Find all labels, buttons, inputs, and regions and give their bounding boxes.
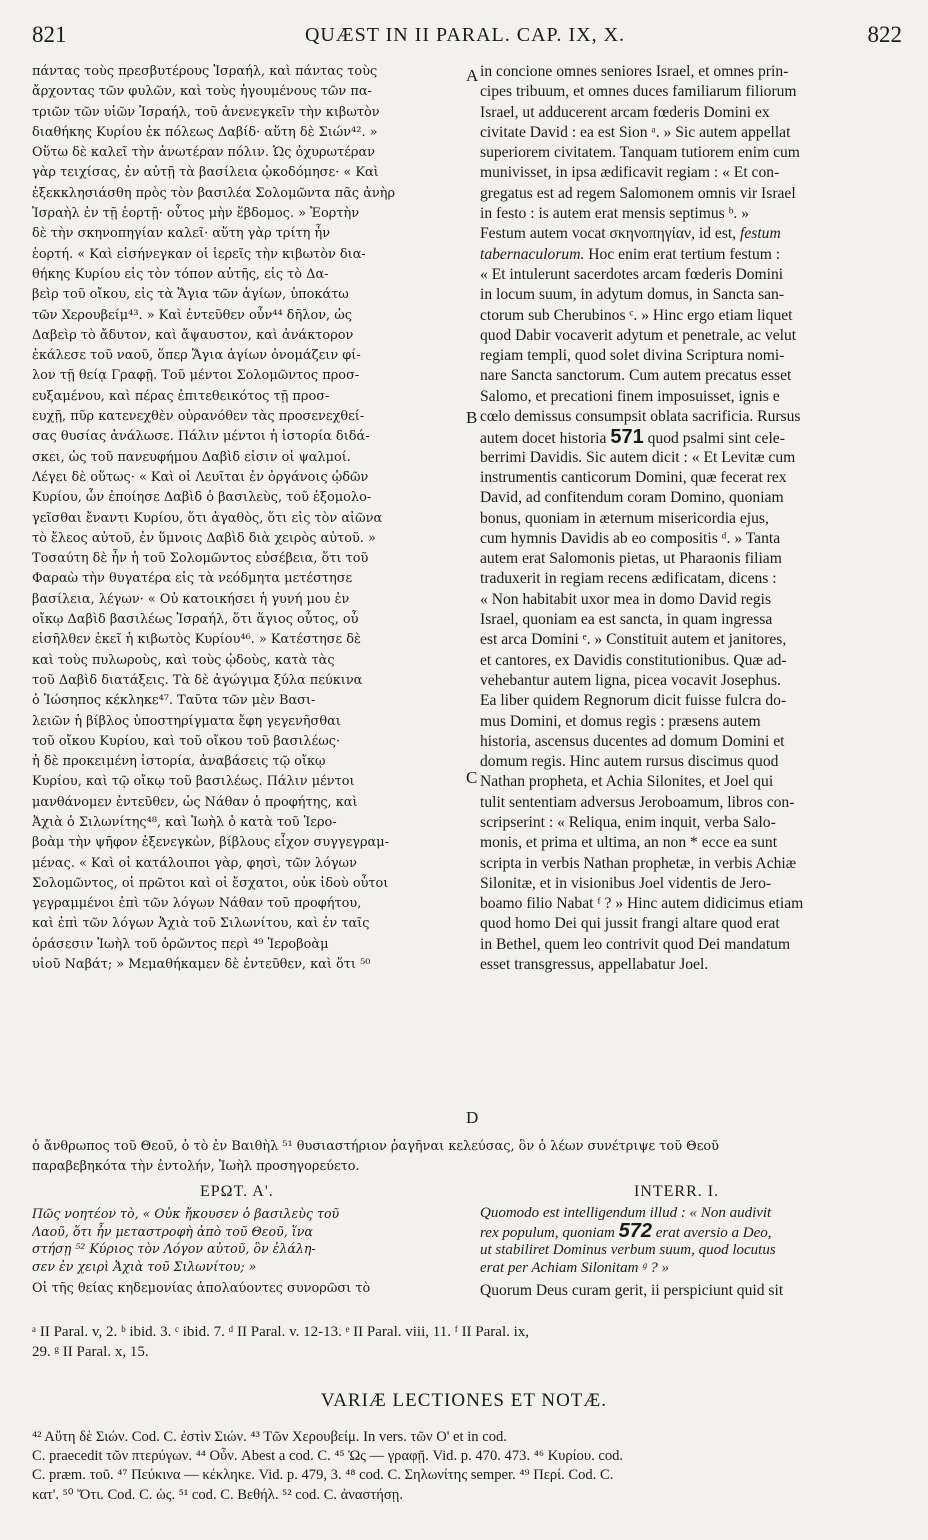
latin-text-line: est arca Domini ᵉ. » Constituit autem et janitores, [480,631,787,649]
question-line: Πῶς νοητέον τὸ, « Οὐκ ἤκουσεν ὁ βασιλεὺς τοῦ [32,1206,340,1221]
greek-full-line: ὁ ἄνθρωπος τοῦ Θεοῦ, ὁ τὸ ἐν Βαιθὴλ ⁵¹ θυσιαστήριον ῥαγῆναι κελεύσας, ὃν ὁ λέων συνέτριψε τοῦ Θεοῦ [32,1139,719,1154]
greek-question [32,1205,464,1299]
question-line: rex populum, quoniam 572 erat aversio a Deo, [480,1219,772,1242]
question-line: Λαοῦ, ὅτι ἦν μεταστροφὴ ἀπὸ τοῦ Θεοῦ, ἵνα [32,1223,313,1239]
latin-text-line: mus Domini, et domus regis : præsens autem [480,712,761,730]
page-header [28,22,902,56]
greek-text-line: Κυρίου, καὶ τῷ οἴκῳ τοῦ βασιλέως. Πάλιν μέντοι [32,774,355,790]
greek-continuation [32,1137,902,1178]
page-number-left: 821 [32,22,67,47]
latin-text-line: scripta in verbis Nathan prophetæ, in verbis Achiæ [480,854,797,872]
latin-text-line: tabernaculorum. Hoc enim erat tertium festum : [480,245,781,263]
latin-column [480,62,900,975]
variae-heading: VARIÆ LECTIONES ET NOTÆ. [320,1390,608,1411]
greek-text-line: μανθάνομεν ἐντεῦθεν, ὡς Νάθαν ὁ προφήτης, καὶ [32,794,358,810]
greek-text-line: ἐκάλεσε τοῦ ναοῦ, ὅπερ Ἅγια ἁγίων ὀνομάζειν φί- [32,348,361,364]
latin-text-line: historia, ascensus ducentes ad domum Domini et [480,732,785,750]
latin-text-line: Nathan propheta, et Achia Silonites, et Joel qui [480,773,774,791]
latin-text-line: in locum suum, in adytum domus, in Sancta san- [480,286,785,304]
greek-text-line: ἑορτή. « Καὶ εἰσήνεγκαν οἱ ἱερεῖς τὴν κιβωτὸν δια- [32,246,366,262]
latin-text-line: instrumentis canticorum Domini, quæ fecerat rex [480,468,787,486]
latin-text-line: gregatus est ad regem Salomonem omnis vir Israel [480,184,796,202]
latin-text-line: quod Dabir vocaverit adytum et penetrale, ac velut [480,326,797,344]
latin-text-line: boamo filio Nabat ᶠ ? » Hinc autem didicimus etiam [480,895,804,913]
greek-text-line: τοῦ Δαβὶδ διατάξεις. Τὰ δὲ ἀγώγιμα ξύλα πεύκινα [32,672,363,688]
latin-text-line: « Non habitabit uxor mea in domo David regis [480,590,772,608]
variant-line: ⁴² Αὕτη δὲ Σιών. Cod. C. ἐστὶν Σιών. ⁴³ Τῶν Χερουβείμ. In vers. τῶν Ο' et in cod. [32,1429,507,1445]
latin-text-line: quod homo Dei qui jussit frangi altare quod erat [480,915,780,933]
greek-text-line: λειῶν ἡ βίβλος ὑποστηρίγματα ἔφη γεγενῆσθαι [32,713,341,729]
latin-text-line: munivisset, in ipsa ædificavit regiam : « Et con- [480,164,780,182]
latin-text-line: berrimi Davidis. Sic autem dicit : « Et Levitæ cum [480,448,796,466]
greek-text-line: τοῦ οἴκου Κυρίου, καὶ τοῦ οἴκου τοῦ βασιλέως· [32,733,341,749]
greek-answer-line: Οἱ τῆς θείας κηδεμονίας ἀπολαύοντες συνορῶσι τὸ [32,1281,371,1296]
greek-text-line: ὁράσεσιν Ἰωὴλ τοῦ ὁρῶντος περὶ ⁴⁹ Ἱεροβοὰμ [32,936,329,952]
latin-text-line: David, ad confitendum coram Domino, quoniam [480,489,784,507]
greek-text-line: Φαραὼ τὴν θυγατέρα εἰς τὰ νεόδμητα μετέστησε [32,571,353,587]
latin-text-line: nare Sancta sanctorum. Cum autem precatus esset [480,367,792,385]
greek-text-line: θήκης Κυρίου εἰς τὸν τόπον αὐτῆς, εἰς τὸ Δα- [32,266,329,282]
variant-line: C. præm. τοῦ. ⁴⁷ Πεύκινα — κέκληκε. Vid. p. 479, 3. ⁴⁸ cod. C. Σηλωνίτης semper. ⁴⁹ Περί. Cod. C. [32,1467,614,1484]
greek-text-line: υἱοῦ Ναβάτ; » Μεμαθήκαμεν δὲ ἐντεῦθεν, καὶ ὅτι ⁵⁰ [32,957,371,973]
question-line: σεν ἐν χειρὶ Ἀχιὰ τοῦ Σιλωνίτου; » [32,1258,257,1274]
greek-text-line: τριῶν τῶν υἱῶν Ἰσραήλ, τοῦ ἀνενεγκεῖν τὴν κιβωτὸν [32,104,380,120]
latin-text-line: tulit sententiam adversus Jeroboamum, libros con- [480,793,795,811]
question-line: στήσῃ ⁵² Κύριος τὸν Λόγον αὐτοῦ, ὃν ἐλάλη- [32,1241,316,1256]
greek-text-line: ἐξεκκλησιάσθη πρὸς τὸν βασιλέα Σολομῶντα πᾶς ἀνὴρ [32,185,396,201]
variant-line: κατ'. ⁵⁰ Ὅτι. Cod. C. ὡς. ⁵¹ cod. C. Βεθήλ. ⁵² cod. C. ἀναστήσῃ. [32,1486,404,1503]
greek-text-line: ὁ Ἰώσηπος κέκληκε⁴⁷. Ταῦτα τῶν μὲν Βασι- [32,693,316,709]
latin-text-line: in concione omnes seniores Israel, et omnes prin- [480,63,789,80]
latin-text-line: civitate David : ea est Sion ᵃ. » Sic autem appellat [480,123,791,141]
greek-text-line: Οὕτω δὲ καλεῖ τὴν ἀνωτέραν πόλιν. Ὡς ὀχυρωτέραν [32,145,375,161]
greek-text-line: πάντας τοὺς πρεσβυτέρους Ἰσραήλ, καὶ πάντας τοὺς [32,64,378,79]
greek-text-line: Κυρίου, ὧν ἐποίησε Δαβὶδ ὁ βασιλεὺς, τοῦ ἐξομολο- [32,490,372,506]
greek-text-line: εἰσῆλθεν ἐκεῖ ἡ κιβωτὸς Κυρίου⁴⁶. » Κατέστησε δὲ [32,632,361,648]
latin-text-line: cum hymnis Davidis ab eo compositis ᵈ. » Tanta [480,529,781,547]
footnote-line: ᵃ II Paral. v, 2. ᵇ ibid. 3. ᶜ ibid. 7. ᵈ II Paral. v. 12-13. ᵉ II Paral. viii, 11. ᶠ II Paral. ix, [32,1324,530,1340]
latin-text-line: esset transgressus, appellabatur Joel. [480,956,709,974]
page-number-right: 822 [867,22,902,47]
greek-text-line: σκει, ὡς τοῦ πανευφήμου Δαβὶδ εἰσιν οἱ ψαλμοί. [32,449,351,465]
greek-text-line: οἴκῳ Δαβὶδ βασιλέως Ἰσραήλ, ὅτι ἅγιος οὗτος, οὗ [32,612,359,628]
greek-column [32,62,464,975]
greek-text-line: βασίλεια, λέγων· « Οὐ κατοικήσει ἡ γυνή μου ἐν [32,591,350,607]
latin-answer-line: Quorum Deus curam gerit, ii perspiciunt quid sit [480,1282,784,1299]
greek-text-line: τὸ ἔλεος αὐτοῦ, ἐν ὕμνοις Δαβὶδ διὰ χειρὸς αὐτοῦ. » [32,530,376,546]
latin-text-line: Festum autem vocat σκηνοπηγίαν, id est, festum [480,225,781,243]
latin-text-line: autem docet historia 571 quod psalmi sint cele- [480,426,785,449]
plate-number: 572 [618,1219,652,1242]
footnotes [32,1322,902,1362]
latin-text-line: Israel, ut adducerent arcam fœderis Domini ex [480,103,770,121]
latin-text-line: Israel, quoniam ea est sancta, in quam ingressa [480,611,773,629]
greek-text-line: ἄρχοντας τῶν φυλῶν, καὶ τοὺς ἡγουμένους τῶν πα- [32,84,372,100]
latin-text-line: in Bethel, quem leo contrivit quod Dei mandatum [480,935,791,953]
footnote-line: 29. ᵍ II Paral. x, 15. [32,1344,149,1360]
greek-text-line: Ἀχιὰ ὁ Σιλωνίτης⁴⁸, καὶ Ἰωὴλ ὁ κατὰ τοῦ Ἱερο- [32,814,337,830]
latin-text-line: cœlo demissus consumpsit oblata sacrificia. Rursus [480,408,801,426]
greek-text-line: Τοσαύτη δὲ ἦν ἡ τοῦ Σολομῶντος εὐσέβεια, ὅτι τοῦ [32,551,369,567]
greek-text-line: λον τῇ θείᾳ Γραφῇ. Τοῦ μέντοι Σολομῶντος προσ- [32,368,360,384]
latin-text-line: ctorum sub Cherubinos ᶜ. » Hinc ergo etiam liquet [480,306,793,324]
latin-text-line: superiorem civitatem. Tanquam tutiorem enim cum [480,144,800,162]
latin-text-line: traduxerit in regiam recens ædificatam, dicens : [480,570,777,588]
latin-text-line: in festo : is autem erat mensis septimus ᵇ. » [480,205,750,223]
latin-text-line: domum regis. Hinc autem rursus discimus quod [480,753,779,771]
greek-text-line: σας θυσίας ἀνάλωσε. Πάλιν μέντοι ἡ ἱστορία διδά- [32,429,370,445]
greek-text-line: γεγραμμένοι ἐπὶ τῶν λόγων Νάθαν τοῦ προφήτου, [32,896,362,912]
greek-text-line: βεὶρ τοῦ οἴκου, εἰς τὰ Ἅγια τῶν ἁγίων, ὑποκάτω [32,287,349,303]
greek-text-line: καὶ ἐπὶ τῶν λόγων Ἀχιὰ τοῦ Σιλωνίτου, καὶ ἐν ταῖς [32,916,370,932]
latin-text-line: « Et intulerunt sacerdotes arcam fœderis Domini [480,265,784,283]
latin-text-line: Silonitæ, et in visionibus Joel videntis de Jero- [480,874,772,892]
running-title: QUÆST IN II PARAL. CAP. IX, X. [304,24,626,46]
greek-question-heading: ΕΡΩΤ. Α'. [200,1183,274,1200]
greek-text-line: ευχῇ, πῦρ κατενεχθὲν οὐρανόθεν τὰς προσενεχθεί- [32,409,365,425]
latin-text-line: Ea liber quidem Regnorum dicit fuisse fulcra do- [480,692,787,710]
section-marker-d: D [466,1108,479,1127]
latin-text-line: Salomo, et precationi finem imposuisset, ignis e [480,387,780,405]
greek-text-line: μένας. « Καὶ οἱ κατάλοιποι γὰρ, φησὶ, τῶν λόγων [32,855,357,871]
latin-question-heading: INTERR. I. [634,1183,720,1200]
variant-line: C. praecedit τῶν πτερύγων. ⁴⁴ Οὖν. Abest a cod. C. ⁴⁵ Ὡς — γραφῇ. Vid. p. 470. 473. ⁴⁶ Κυρίου. cod. [32,1448,624,1465]
greek-text-line: βοὰμ τὴν ψῆφον ἐξενεγκὼν, βίβλους εἶχον συγγεγραμ- [32,835,389,851]
greek-text-line: διαθήκης Κυρίου ἐκ πόλεως Δαβίδ· αὕτη δὲ Σιών⁴². » [32,124,378,140]
plate-number: 571 [610,426,644,449]
greek-text-line: δὲ τὴν σκηνοπηγίαν καλεῖ· αὕτη γὰρ τρίτη ἦν [32,226,331,242]
latin-text-line: et cantores, ex Davidis constitutionibus. Quæ ad- [480,651,787,669]
section-marker-b: B [466,408,478,427]
variant-readings [32,1428,902,1505]
question-line: ut stabiliret Dominus verbum suum, quod locutus [480,1242,776,1258]
question-line: Quomodo est intelligendum illud : « Non audivit [480,1205,772,1221]
latin-text-line: monis, et prima et ultima, an non * ecce ea sunt [480,834,778,852]
greek-text-line: καὶ τοὺς πυλωροὺς, καὶ τοὺς ᾠδοὺς, κατὰ τὰς [32,652,335,668]
greek-text-line: γὰρ τειχίσας, ἐν αὐτῇ τὰ βασίλεια ᾠκοδόμησε· « Καὶ [32,165,379,181]
question-line: erat per Achiam Silonitam ᵍ ? » [480,1259,669,1276]
greek-text-line: γεῖσθαι ἔναντι Κυρίου, ὅτι ἀγαθὸς, ὅτι εἰς τὸν αἰῶνα [32,510,383,526]
greek-full-line: παραβεβηκότα τὴν ἐντολήν, Ἰωὴλ προσηγορεύετο. [32,1159,360,1175]
latin-text-line: bonus, quoniam in æternum misericordia ejus, [480,509,769,527]
latin-question [480,1205,900,1301]
greek-text-line: ευξαμένου, καὶ πέρας ἐπιτεθεικότος τῇ προσ- [32,388,330,404]
greek-text-line: ἡ δὲ προκειμένη ἱστορία, ἀναβάσεις τῷ οἴκῳ [32,754,326,770]
latin-text-line: regiam templi, quod solet divina Scriptura nomi- [480,347,785,365]
section-marker-a: A [466,66,479,85]
greek-text-line: Ἰσραὴλ ἐν τῇ ἑορτῇ· οὗτος μὴν ἕβδομος. » Ἑορτὴν [32,206,360,222]
greek-text-line: Λέγει δὲ οὕτως· « Καὶ οἱ Λευῖται ἐν ὀργάνοις ᾠδῶν [32,469,369,485]
latin-text-line: vehebantur autem ligna, picea vocavit Josephus. [480,671,781,689]
latin-text-line: autem erat Salomonis pietas, ut Pharaonis filiam [480,550,782,568]
greek-text-line: τῶν Χερουβείμ⁴³. » Καὶ ἐντεῦθεν οὖν⁴⁴ δῆλον, ὡς [32,307,352,323]
latin-text-line: scripserint : « Reliqua, enim inquit, verba Salo- [480,813,776,831]
latin-text-line: cipes tribuum, et omnes duces familiarum filiorum [480,83,797,101]
section-marker-c: C [466,768,478,787]
greek-text-line: Δαβεὶρ τὸ ἄδυτον, καὶ ἄψαυστον, καὶ ἀνάκτορον [32,327,354,343]
greek-text-line: Σολομῶντος, οἱ πρῶτοι καὶ οἱ ἔσχατοι, οὐκ ἰδοὺ οὗτοι [32,875,389,891]
